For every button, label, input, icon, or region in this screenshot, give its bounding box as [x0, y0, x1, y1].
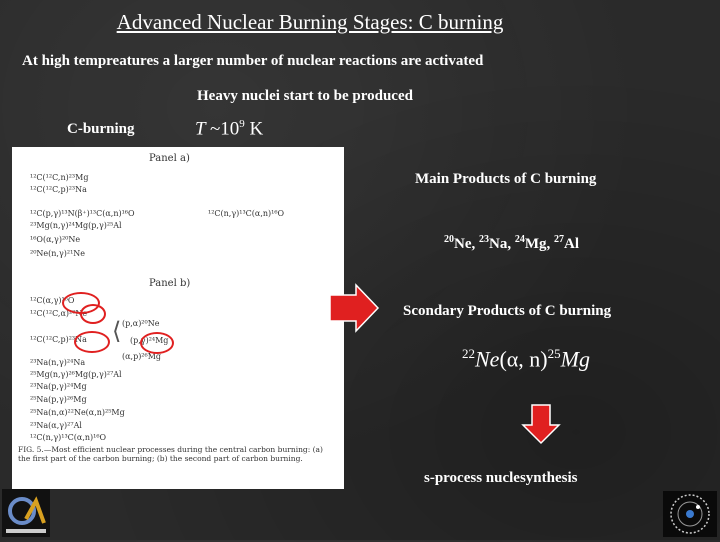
panel-b-reaction: ¹²C(¹²C,p)²³Na — [30, 335, 87, 344]
highlight-circle — [80, 304, 106, 324]
slide-subtitle: At high tempreatures a larger number of nuclear reactions are activated — [22, 53, 484, 69]
panel-a-reaction: ²⁰Ne(n,γ)²¹Ne — [30, 249, 86, 258]
panel-a-reaction: ¹⁶O(α,γ)²⁰Ne — [30, 235, 81, 244]
reaction-mass-out: 25 — [547, 346, 561, 361]
s-process-text: s-process nuclesynthesis — [424, 470, 578, 486]
panel-b-reaction: ²⁵Mg(n,γ)²⁶Mg(p,γ)²⁷Al — [30, 370, 122, 379]
panel-b-branch: (α,p)²⁶Mg — [122, 352, 162, 361]
panel-b-reaction: ²³Na(n,γ)²⁴Na — [30, 358, 86, 367]
oar-observatory-logo-icon — [2, 489, 50, 537]
temperature-tilde: ~ — [209, 118, 221, 140]
panel-a-reaction: ¹²C(p,γ)¹³N(β⁺)¹³C(α,n)¹⁶O — [30, 209, 135, 218]
temperature-formula — [195, 118, 263, 140]
isotope-symbol: Ne, — [454, 236, 476, 252]
reaction-mass-in: 22 — [462, 346, 475, 361]
reaction-nucleus-out: Mg — [560, 346, 590, 372]
panel-a-side-reaction: ¹²C(n,γ)¹³C(α,n)¹⁶O — [208, 209, 285, 218]
temperature-exponent: 9 — [239, 118, 245, 130]
reaction-channel: (α, n) — [499, 346, 548, 372]
panel-b-reaction: ²⁵Na(p,γ)²⁶Mg — [30, 395, 87, 404]
panel-b-label: Panel b) — [149, 278, 191, 289]
secondary-reaction-formula — [462, 346, 590, 372]
isotope-mass: 23 — [479, 234, 489, 245]
slide-title: Advanced Nuclear Burning Stages: C burning — [116, 10, 504, 34]
highlight-circle — [74, 331, 110, 353]
branch-brace: ⟨ — [112, 317, 122, 345]
temperature-var: T — [195, 118, 206, 140]
secondary-products-heading: Scondary Products of C burning — [403, 303, 612, 319]
panel-b-branch: (p,α)²⁰Ne — [122, 319, 160, 328]
reaction-nucleus-in: Ne — [475, 346, 500, 372]
heavy-nuclei-text: Heavy nuclei start to be produced — [197, 88, 413, 104]
panel-b-branch: (p,γ)²⁴Mg — [130, 336, 169, 345]
down-arrow-icon — [521, 403, 561, 445]
highlight-circle — [140, 332, 174, 354]
isotope-symbol: Al — [564, 236, 580, 252]
institute-emblem-logo-icon — [663, 491, 717, 537]
isotope-mass: 27 — [554, 234, 565, 245]
panel-a-label: Panel a) — [149, 153, 190, 164]
panel-a-reaction: ¹²C(¹²C,p)²³Na — [30, 185, 87, 194]
temperature-unit: K — [249, 118, 264, 140]
main-products-list — [444, 234, 579, 253]
panel-b-reaction: ²⁵Na(n,α)²²Ne(α,n)²⁵Mg — [30, 408, 125, 417]
right-arrow-icon — [328, 283, 380, 333]
figure-caption: FIG. 5.—Most efficient nuclear processes during the central carbon burning: (a) the first part of the carbon burning; (b) the second part of carbon burning. — [18, 445, 323, 464]
panel-a-reaction: ²³Mg(n,γ)²⁴Mg(p,γ)²⁵Al — [30, 221, 122, 230]
isotope-symbol: Na, — [489, 236, 512, 252]
isotope-mass: 24 — [514, 234, 525, 245]
isotope-mass: 20 — [444, 234, 454, 245]
panel-b-reaction: ¹²C(α,γ)¹⁶O — [30, 296, 75, 305]
isotope-symbol: Mg, — [524, 236, 551, 252]
panel-a-reaction: ¹²C(¹²C,n)²³Mg — [30, 173, 89, 182]
panel-b-reaction: ²³Na(p,γ)²⁴Mg — [30, 382, 87, 391]
panel-b-reaction: ¹²C(n,γ)¹³C(α,n)¹⁶O — [30, 433, 107, 442]
reaction-figure — [12, 147, 344, 489]
main-products-heading: Main Products of C burning — [415, 171, 597, 187]
panel-b-reaction: ²³Na(α,γ)²⁷Al — [30, 421, 82, 430]
c-burning-label: C-burning — [67, 121, 135, 137]
panel-b-reaction: ¹²C(¹²C,α)²⁰Ne — [30, 309, 88, 318]
temperature-base: 10 — [220, 118, 240, 140]
